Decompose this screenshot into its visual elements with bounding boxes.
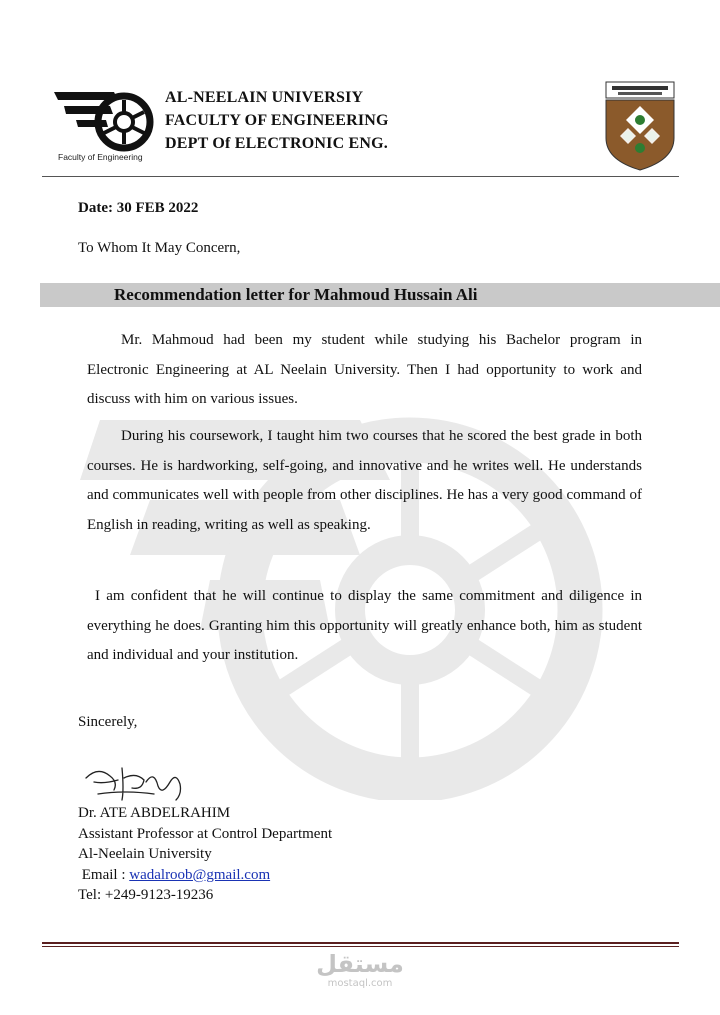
- brand-latin: mostaql.com: [327, 978, 393, 989]
- telephone: Tel: +249-9123-19236: [78, 887, 214, 903]
- letterhead: [165, 86, 389, 155]
- body-paragraph: During his coursework, I taught him two courses that he scored the best grade in both courses. He is hardworking, self-going, and innovative and he writes well. He understands and communicates well with people from other disciplines. He has a very good command of English in reading, writing as well as speaking.: [87, 428, 642, 533]
- logo-caption: Faculty of Engineering: [58, 152, 143, 162]
- letter-date: Date: 30 FEB 2022: [78, 200, 199, 216]
- signatory-title: Assistant Professor at Control Department: [78, 825, 333, 842]
- header-divider: [42, 176, 679, 177]
- footer-divider: [42, 942, 679, 944]
- email-line: [78, 865, 332, 886]
- brand-arabic: مستقل: [316, 950, 404, 978]
- email-link[interactable]: wadalroob@gmail.com: [129, 866, 271, 883]
- signatory-institution: Al-Neelain University: [78, 846, 212, 862]
- signature-block: [78, 803, 332, 906]
- university-name: AL-NEELAIN UNIVERSIY: [165, 89, 364, 106]
- letter-subject: Recommendation letter for Mahmoud Hussain Ali: [114, 285, 478, 304]
- department-name: DEPT Of ELECTRONIC ENG.: [165, 135, 389, 152]
- handwritten-signature: [84, 760, 194, 804]
- body-paragraph: Mr. Mahmoud had been my student while studying his Bachelor program in Electronic Engineering at AL Neelain University. Then I had opportunity to work and discuss with him on various issues.: [87, 332, 642, 407]
- university-crest-icon: [604, 80, 676, 172]
- mostaql-watermark: [300, 950, 420, 990]
- faculty-name: FACULTY OF ENGINEERING: [165, 112, 389, 129]
- closing: Sincerely,: [78, 714, 138, 730]
- footer-divider-thin: [42, 946, 679, 947]
- signatory-name: Dr. ATE ABDELRAHIM: [78, 805, 231, 821]
- salutation: To Whom It May Concern,: [78, 240, 241, 256]
- email-label: Email :: [81, 866, 130, 883]
- body-paragraph: I am confident that he will continue to display the same commitment and diligence in everything he does. Granting him this opportunity will greatly enhance both, him as student and individual and your institution.: [87, 588, 642, 663]
